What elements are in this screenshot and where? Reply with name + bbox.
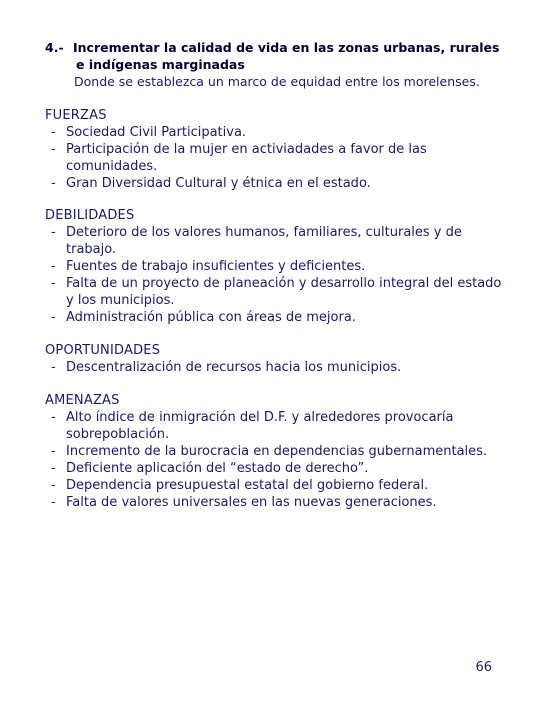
bullet-dash: -: [51, 310, 56, 325]
page-number: 66: [475, 660, 492, 675]
objective-title-line2: e indígenas marginadas: [76, 57, 245, 72]
bullet-dash: -: [51, 478, 56, 493]
list-item: [45, 443, 505, 460]
section-title-fuerzas: FUERZAS: [45, 108, 107, 123]
bullet-dash: -: [51, 225, 56, 240]
list-item: [45, 224, 505, 258]
list-item: [45, 141, 505, 175]
list-item-text: Sociedad Civil Participativa.: [66, 125, 247, 140]
objective-heading: [45, 39, 515, 90]
list-item: [45, 124, 505, 141]
list-item-text: Incremento de la burocracia en dependencias gubernamentales.: [66, 444, 488, 459]
bullet-dash: -: [51, 176, 56, 191]
bullet-dash: -: [51, 495, 56, 510]
section-title-oportunidades: OPORTUNIDADES: [45, 343, 161, 358]
section-debilidades: [45, 207, 505, 326]
list-item: [45, 359, 505, 376]
list-item: [45, 275, 505, 309]
section-oportunidades: [45, 342, 505, 376]
list-item-text: Participación de la mujer en activiadades a favor de las comunidades.: [66, 142, 427, 174]
list-item-text: Fuentes de trabajo insuficientes y deficientes.: [66, 259, 366, 274]
section-fuerzas: [45, 107, 505, 192]
bullet-dash: -: [51, 360, 56, 375]
section-amenazas: [45, 392, 505, 511]
objective-number: 4.-: [45, 40, 64, 55]
list-item: [45, 258, 505, 275]
list-item-text: Gran Diversidad Cultural y étnica en el estado.: [66, 176, 371, 191]
list-item: [45, 477, 505, 494]
bullet-dash: -: [51, 410, 56, 425]
list-item: [45, 494, 505, 511]
objective-subtitle: Donde se establezca un marco de equidad entre los morelenses.: [74, 74, 480, 89]
list-item: [45, 309, 505, 326]
list-item: [45, 460, 505, 477]
objective-title-line1: Incrementar la calidad de vida en las zonas urbanas, rurales: [73, 40, 500, 55]
bullet-dash: -: [51, 125, 56, 140]
list-item-text: Descentralización de recursos hacia los municipios.: [66, 360, 402, 375]
list-item-text: Deficiente aplicación del “estado de derecho”.: [66, 461, 369, 476]
list-item-text: Dependencia presupuestal estatal del gobierno federal.: [66, 478, 429, 493]
list-item-text: Alto índice de inmigración del D.F. y alrededores provocaría sobrepoblación.: [66, 410, 454, 442]
list-item: [45, 409, 505, 443]
list-item-text: Deterioro de los valores humanos, familiares, culturales y de trabajo.: [66, 225, 462, 257]
list-item-text: Administración pública con áreas de mejora.: [66, 310, 356, 325]
section-title-debilidades: DEBILIDADES: [45, 208, 135, 223]
bullet-dash: -: [51, 276, 56, 291]
bullet-dash: -: [51, 461, 56, 476]
section-title-amenazas: AMENAZAS: [45, 393, 120, 408]
list-item-text: Falta de un proyecto de planeación y desarrollo integral del estado y los municipios.: [66, 276, 502, 308]
bullet-dash: -: [51, 259, 56, 274]
list-item-text: Falta de valores universales en las nuevas generaciones.: [66, 495, 437, 510]
bullet-dash: -: [51, 142, 56, 157]
bullet-dash: -: [51, 444, 56, 459]
list-item: [45, 175, 505, 192]
